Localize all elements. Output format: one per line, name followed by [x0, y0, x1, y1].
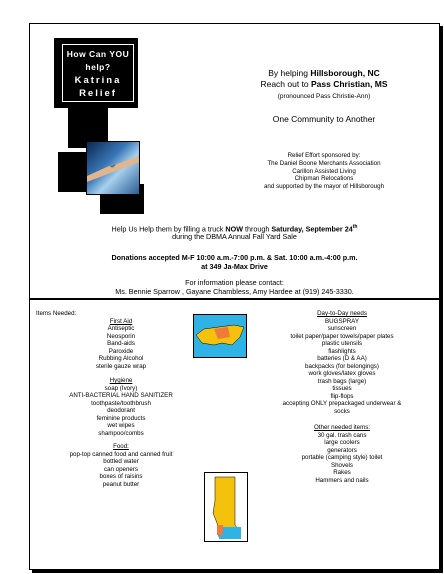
food-heading: Food: — [113, 443, 129, 450]
list-item: toothpaste/toothbrush — [91, 399, 151, 407]
sponsors — [226, 152, 422, 191]
flyer-frame — [29, 23, 440, 570]
list-item: socks — [334, 407, 350, 415]
list-item: feminine products — [96, 414, 146, 422]
sponsor-line: Carillon Assisted Living — [292, 167, 356, 175]
sponsor-line: The Daniel Boone Merchants Association — [267, 159, 381, 167]
list-item: pop-top canned food and canned fruit — [69, 450, 173, 458]
list-item: backpacks (for belongings) — [305, 362, 379, 370]
nc-map-icon — [194, 315, 246, 357]
ms-map-icon — [205, 473, 247, 541]
hygiene-heading: Hygiene — [109, 377, 133, 384]
list-item: sterile gauze wrap — [95, 362, 147, 370]
list-item: work gloves/latex gloves — [308, 370, 376, 377]
list-item: flashlights — [328, 347, 356, 355]
north-carolina-map — [193, 314, 247, 358]
first-aid-heading: First Aid — [109, 317, 133, 325]
items-column — [36, 310, 206, 488]
list-item: BUGSPRAY — [325, 317, 359, 325]
list-item: Neosporin — [106, 332, 136, 340]
hands-icon — [87, 142, 139, 194]
list-item: can openers — [103, 465, 139, 473]
list-item: peanut butter — [102, 480, 140, 488]
list-item: flip-flops — [330, 392, 354, 400]
spacer — [252, 415, 432, 424]
list-item: trash bags (large) — [317, 377, 367, 385]
list-item: sunscreen — [327, 325, 357, 332]
list-item: generators — [327, 446, 357, 454]
daily-heading: Day-to-Day needs — [317, 310, 367, 317]
list-item: Rakes — [333, 469, 351, 476]
list-item: Rubbing Alcohol — [98, 355, 144, 362]
list-item: wet wipes — [107, 422, 135, 429]
title-line: Relief — [79, 88, 117, 99]
title-line: How Can YOU — [66, 49, 130, 59]
list-item: Hammers and nails — [315, 476, 369, 484]
other-heading: Other needed items: — [313, 424, 371, 431]
list-item: portable (camping style) toilet — [301, 454, 383, 461]
list-item: soap (Ivory) — [104, 384, 138, 392]
list-item: Antiseptic — [107, 325, 135, 332]
title-box — [62, 44, 134, 102]
contact-names: Ms. Bennie Sparrow , Gayane Chambless, Amy Hardee at (919) 245-3330. — [115, 287, 354, 296]
list-item: plastic utensils — [321, 340, 363, 347]
spacer — [36, 370, 206, 377]
tagline: One Community to Another — [272, 114, 376, 124]
yard-sale-line: during the DBMA Annual Fall Yard Sale — [172, 232, 297, 241]
title-line: Katrina — [74, 75, 122, 86]
donation-address: at 349 Ja-Max Drive — [201, 262, 268, 271]
list-item: Band-aids — [107, 340, 135, 347]
sponsor-line: and supported by the mayor of Hillsborough — [263, 183, 385, 191]
daily-needs-column — [252, 310, 432, 484]
header-line-2: Reach out to Pass Christian, MS — [260, 79, 388, 89]
list-item: accepting ONLY prepackaged underwear & — [282, 400, 402, 407]
title-line: help? — [85, 62, 111, 72]
list-item: Shovels — [330, 461, 353, 469]
sponsor-line: Relief Effort sponsored by: — [287, 152, 361, 159]
section-divider — [30, 298, 439, 300]
list-item: ANTI-BACTERIAL HAND SANITIZER — [69, 392, 173, 399]
list-item: large coolers — [324, 439, 360, 446]
header-line-1: By helping Hillsborough, NC — [268, 68, 380, 78]
list-item: deodorant — [107, 407, 135, 414]
list-item: toilet paper/paper towels/paper plates — [290, 332, 394, 340]
list-item: Paroxide — [108, 347, 134, 355]
pronunciation: (pronounced Pass Christie-Ann) — [277, 93, 371, 100]
items-heading: Items Needed: — [36, 310, 77, 317]
list-item: boxes of raisins — [99, 473, 143, 480]
hands-photo — [86, 141, 140, 195]
contact-label: For information please contact: — [185, 278, 284, 287]
mississippi-map — [204, 472, 248, 542]
donation-hours: Donations accepted M-F 10:00 a.m.-7:00 p.m. & Sat. 10:00 a.m.-4:00 p.m. — [111, 253, 358, 262]
list-item: batteries (D & AA) — [317, 355, 367, 362]
list-item: bottled water — [103, 458, 139, 465]
truck-line: Help Us Help them by filling a truck NOW through Saturday, September 24th — [111, 224, 358, 234]
list-item: shampoo/combs — [98, 429, 144, 437]
list-item: 30 gal. trash cans — [317, 431, 367, 439]
list-item: tissues — [332, 385, 352, 392]
sponsor-line: Chipman Relocations — [294, 175, 354, 183]
